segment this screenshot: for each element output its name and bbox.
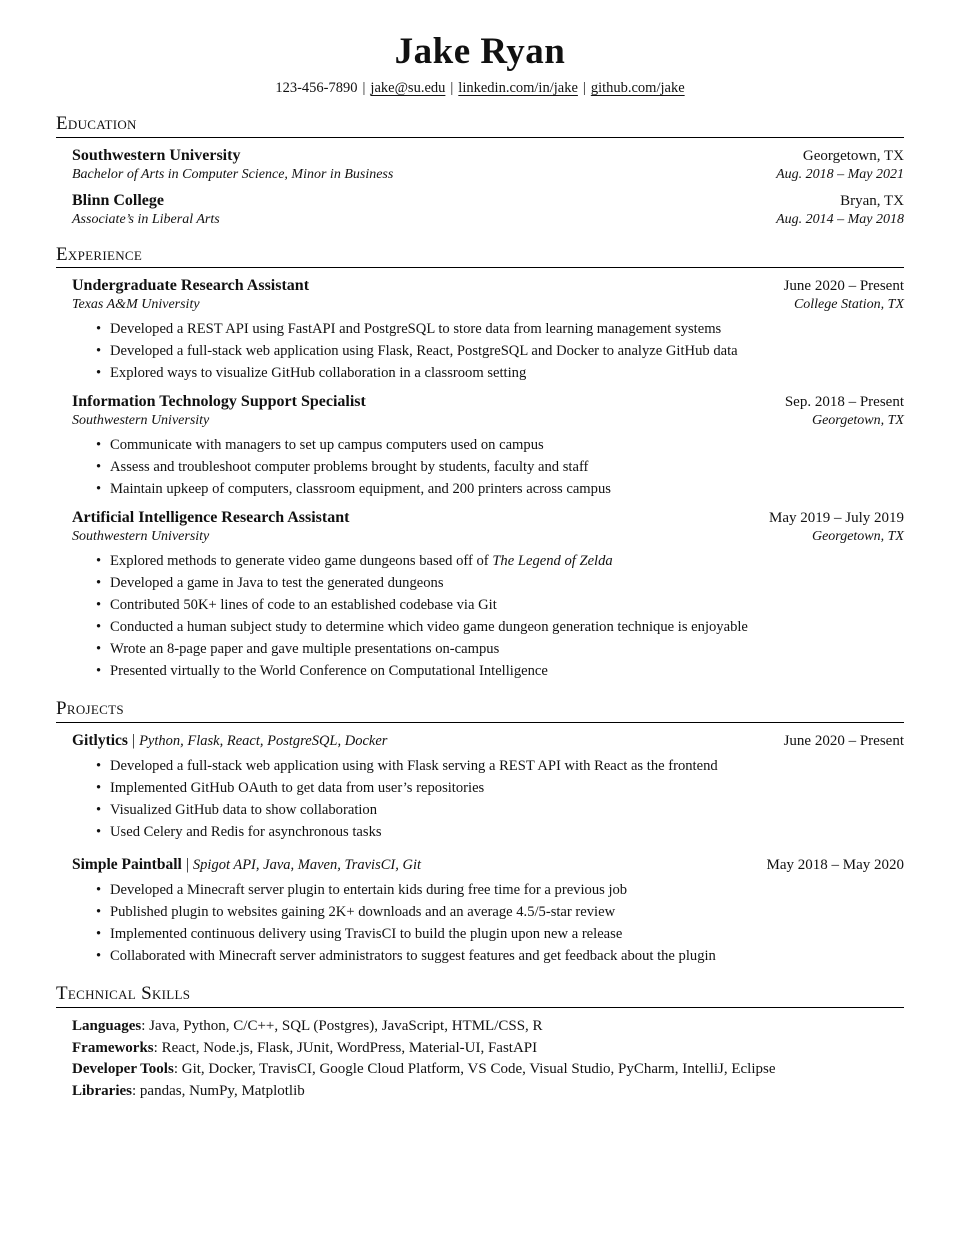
bullet-list	[72, 550, 904, 682]
bullet-item: • Visualized GitHub data to show collaboration	[95, 799, 904, 821]
project-name: Gitlytics	[72, 732, 128, 750]
projects-section-title: Projects	[56, 698, 124, 720]
section-rule	[56, 137, 904, 138]
game-title: The Legend of Zelda	[492, 553, 613, 570]
entry-location: Georgetown, TX	[811, 529, 904, 545]
bullet-item: • Developed a full-stack web application using with Flask serving a REST API with React as the frontend	[95, 755, 904, 777]
bullet-item: • Maintain upkeep of computers, classroom equipment, and 200 printers across campus	[95, 478, 904, 500]
job-title: Information Technology Support Specialist	[72, 393, 366, 411]
bullet-item: • Contributed 50K+ lines of code to an established codebase via Git	[95, 594, 904, 616]
project-separator: |	[185, 856, 189, 874]
entry-dates: May 2018 – May 2020	[766, 857, 904, 874]
entry-dates: June 2020 – Present	[783, 733, 904, 750]
project-heading	[72, 732, 387, 750]
bullet-item: • Developed a REST API using FastAPI and PostgreSQL to store data from learning management systems	[95, 318, 904, 340]
experience-entry	[72, 509, 904, 682]
bullet-list	[72, 755, 904, 843]
institution-name: Southwestern University	[72, 146, 241, 164]
skill-list: : pandas, NumPy, Matplotlib	[132, 1082, 305, 1099]
bullet-item: • Implemented continuous delivery using TravisCI to build the plugin upon new a release	[95, 923, 904, 945]
bullet-item: • Used Celery and Redis for asynchronous tasks	[95, 821, 904, 843]
email-link[interactable]: jake@su.edu	[370, 79, 446, 96]
section-education	[56, 114, 904, 228]
bullet-item: • Presented virtually to the World Conference on Computational Intelligence	[95, 660, 904, 682]
bullet-item	[95, 550, 904, 572]
section-projects	[56, 699, 904, 967]
bullet-item: • Assess and troubleshoot computer problems brought by students, faculty and staff	[95, 456, 904, 478]
job-title: Artificial Intelligence Research Assistant	[72, 509, 350, 527]
contact-separator: |	[582, 79, 586, 96]
bullet-item: • Implemented GitHub OAuth to get data from user’s repositories	[95, 777, 904, 799]
entry-dates: June 2020 – Present	[783, 278, 904, 295]
entry-location: Georgetown, TX	[802, 147, 904, 164]
bullet-item: • Communicate with managers to set up campus computers used on campus	[95, 434, 904, 456]
linkedin-link[interactable]: linkedin.com/in/jake	[458, 79, 578, 96]
project-stack: Python, Flask, React, PostgreSQL, Docker	[139, 733, 388, 750]
bullet-list	[72, 879, 904, 967]
bullet-text: Explored methods to generate video game dungeons based off of	[110, 553, 493, 570]
contact-separator: |	[362, 79, 366, 96]
skill-category-label: Developer Tools	[72, 1061, 174, 1078]
skill-list: : React, Node.js, Flask, JUnit, WordPress, Material-UI, FastAPI	[153, 1039, 538, 1056]
skill-category-label: Libraries	[72, 1082, 132, 1099]
entry-location: Georgetown, TX	[811, 413, 904, 429]
skills-row	[72, 1038, 904, 1060]
bullet-item: • Wrote an 8-page paper and gave multiple presentations on-campus	[95, 638, 904, 660]
skills-block	[72, 1016, 904, 1102]
bullet-item: • Developed a full-stack web application using Flask, React, PostgreSQL and Docker to analyze GitHub data	[95, 340, 904, 362]
experience-section-title: Experience	[56, 243, 143, 265]
education-entry	[72, 192, 904, 228]
education-section-title: Education	[56, 112, 137, 134]
institution-name: Blinn College	[72, 191, 165, 209]
organization-name: Texas A&M University	[72, 297, 200, 313]
project-name: Simple Paintball	[72, 856, 182, 874]
phone-number: 123-456-7890	[275, 79, 358, 96]
education-entry	[72, 147, 904, 183]
bullet-list	[72, 434, 904, 500]
entry-location: Bryan, TX	[840, 192, 904, 209]
degree-title: Bachelor of Arts in Computer Science, Minor in Business	[72, 166, 394, 182]
skill-category-label: Frameworks	[72, 1039, 154, 1056]
candidate-name: Jake Ryan	[394, 31, 566, 72]
job-title: Undergraduate Research Assistant	[72, 277, 310, 295]
section-rule	[56, 722, 904, 723]
skill-category-label: Languages	[72, 1018, 142, 1035]
bullet-item: • Conducted a human subject study to determine which video game dungeon generation technique is enjoyable	[95, 616, 904, 638]
experience-entry	[72, 393, 904, 500]
skills-row	[72, 1059, 904, 1081]
github-link[interactable]: github.com/jake	[590, 79, 685, 96]
entry-dates: Sep. 2018 – Present	[784, 394, 904, 411]
project-stack: Spigot API, Java, Maven, TravisCI, Git	[192, 857, 421, 874]
bullet-item: • Collaborated with Minecraft server administrators to suggest features and get feedback about the plugin	[95, 945, 904, 967]
bullet-item: • Explored ways to visualize GitHub collaboration in a classroom setting	[95, 362, 904, 384]
degree-title: Associate’s in Liberal Arts	[72, 211, 220, 227]
skill-list: : Java, Python, C/C++, SQL (Postgres), JavaScript, HTML/CSS, R	[141, 1018, 543, 1035]
skills-row	[72, 1081, 904, 1103]
organization-name: Southwestern University	[72, 413, 210, 429]
section-rule	[56, 1007, 904, 1008]
entry-dates: Aug. 2014 – May 2018	[776, 211, 904, 227]
skills-section-title: Technical Skills	[56, 983, 191, 1005]
skills-row	[72, 1016, 904, 1038]
experience-entry	[72, 277, 904, 384]
project-entry	[72, 732, 904, 843]
organization-name: Southwestern University	[72, 529, 210, 545]
entry-location: College Station, TX	[793, 297, 904, 313]
bullet-item: • Published plugin to websites gaining 2K+ downloads and an average 4.5/5-star review	[95, 901, 904, 923]
contact-separator: |	[450, 79, 454, 96]
section-technical-skills	[56, 984, 904, 1102]
bullet-item: • Developed a Minecraft server plugin to entertain kids during free time for a previous job	[95, 879, 904, 901]
section-rule	[56, 267, 904, 268]
bullet-list	[72, 318, 904, 384]
project-heading	[72, 856, 421, 874]
bullet-item: • Developed a game in Java to test the generated dungeons	[95, 572, 904, 594]
project-separator: |	[131, 732, 136, 750]
skill-list: : Git, Docker, TravisCI, Google Cloud Platform, VS Code, Visual Studio, PyCharm, IntelliJ, Eclipse	[173, 1061, 776, 1078]
contact-line	[56, 80, 904, 97]
entry-dates: May 2019 – July 2019	[769, 510, 904, 527]
section-experience	[56, 245, 904, 683]
entry-dates: Aug. 2018 – May 2021	[776, 166, 904, 182]
project-entry	[72, 856, 904, 967]
